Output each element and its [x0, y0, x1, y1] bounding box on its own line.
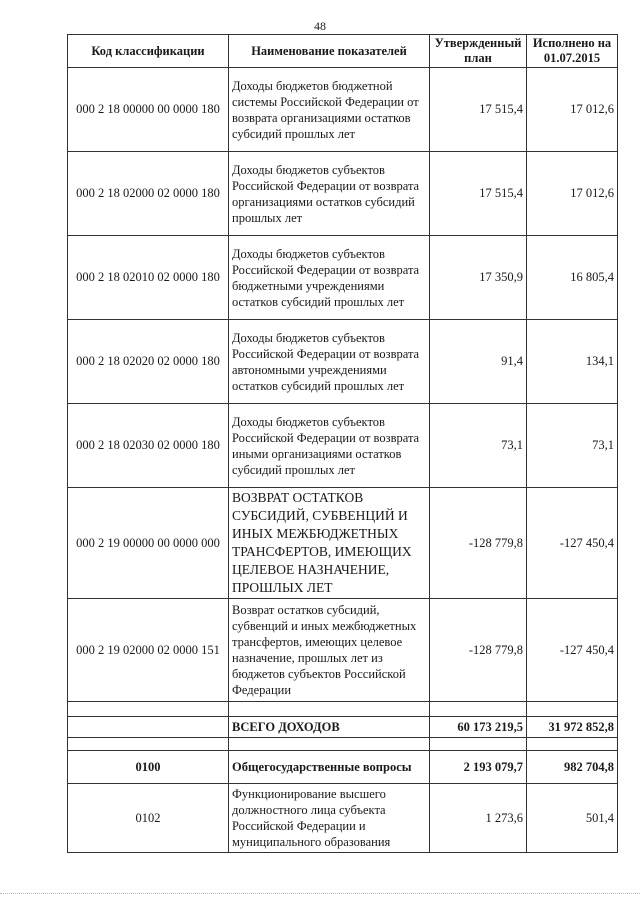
table-row — [68, 152, 618, 236]
empty-row — [68, 702, 618, 717]
page-number: 48 — [314, 19, 326, 33]
row-code: 000 2 18 02010 02 0000 180 — [68, 236, 229, 320]
row-code: 000 2 19 00000 00 0000 000 — [68, 488, 229, 599]
row-name: Доходы бюджетов субъектов Российской Федерации от возврата автономными учреждениями остатков субсидий прошлых лет — [229, 320, 430, 404]
row-done: -127 450,4 — [527, 599, 618, 702]
row-code: 000 2 18 02020 02 0000 180 — [68, 320, 229, 404]
section-plan: 2 193 079,7 — [430, 751, 527, 784]
section-name: Общегосударственные вопросы — [229, 751, 430, 784]
row-code: 0102 — [68, 784, 229, 853]
total-done: 31 972 852,8 — [527, 717, 618, 738]
row-code: 000 2 18 02000 02 0000 180 — [68, 152, 229, 236]
row-name: Доходы бюджетов субъектов Российской Федерации от возврата иными организациями остатков субсидий прошлых лет — [229, 404, 430, 488]
row-done: 17 012,6 — [527, 68, 618, 152]
row-plan: 17 350,9 — [430, 236, 527, 320]
row-plan: 73,1 — [430, 404, 527, 488]
row-name: ВОЗВРАТ ОСТАТКОВ СУБСИДИЙ, СУБВЕНЦИЙ И ИНЫХ МЕЖБЮДЖЕТНЫХ ТРАНСФЕРТОВ, ИМЕЮЩИХ ЦЕЛЕВОЕ НАЗНАЧЕНИЕ, ПРОШЛЫХ ЛЕТ — [229, 488, 430, 599]
row-code: 000 2 19 02000 02 0000 151 — [68, 599, 229, 702]
header-row — [68, 35, 618, 68]
row-code: 000 2 18 02030 02 0000 180 — [68, 404, 229, 488]
row-plan: 91,4 — [430, 320, 527, 404]
row-name: Возврат остатков субсидий, субвенций и иных межбюджетных трансфертов, имеющих целевое назначение, прошлых лет из бюджетов субъектов Российской Федерации — [229, 599, 430, 702]
header-done: Исполнено на 01.07.2015 — [527, 35, 618, 68]
row-plan: -128 779,8 — [430, 488, 527, 599]
row-plan: 1 273,6 — [430, 784, 527, 853]
row-plan: 17 515,4 — [430, 68, 527, 152]
empty-cell — [68, 738, 229, 751]
row-done: -127 450,4 — [527, 488, 618, 599]
table-row — [68, 599, 618, 702]
budget-table — [67, 34, 618, 853]
empty-cell — [68, 702, 229, 717]
section-done: 982 704,8 — [527, 751, 618, 784]
empty-cell — [229, 738, 430, 751]
empty-cell — [527, 702, 618, 717]
row-done: 73,1 — [527, 404, 618, 488]
section-row — [68, 751, 618, 784]
table-row — [68, 784, 618, 853]
empty-cell — [229, 702, 430, 717]
empty-cell — [430, 702, 527, 717]
total-label: ВСЕГО ДОХОДОВ — [229, 717, 430, 738]
header-plan: Утвержденный план — [430, 35, 527, 68]
header-name: Наименование показателей — [229, 35, 430, 68]
header-code: Код классификации — [68, 35, 229, 68]
row-done: 16 805,4 — [527, 236, 618, 320]
empty-cell — [430, 738, 527, 751]
row-plan: 17 515,4 — [430, 152, 527, 236]
table-row — [68, 404, 618, 488]
table-row — [68, 68, 618, 152]
total-plan: 60 173 219,5 — [430, 717, 527, 738]
section-code: 0100 — [68, 751, 229, 784]
row-name: Доходы бюджетов субъектов Российской Федерации от возврата бюджетными учреждениями остатков субсидий прошлых лет — [229, 236, 430, 320]
row-name: Доходы бюджетов бюджетной системы Российской Федерации от возврата организациями остатков субсидий прошлых лет — [229, 68, 430, 152]
row-plan: -128 779,8 — [430, 599, 527, 702]
row-done: 17 012,6 — [527, 152, 618, 236]
row-code: 000 2 18 00000 00 0000 180 — [68, 68, 229, 152]
bottom-scan-rule — [0, 893, 640, 894]
empty-cell — [527, 738, 618, 751]
empty-cell — [68, 717, 229, 738]
table-row — [68, 236, 618, 320]
row-done: 501,4 — [527, 784, 618, 853]
empty-row — [68, 738, 618, 751]
row-done: 134,1 — [527, 320, 618, 404]
row-name: Доходы бюджетов субъектов Российской Федерации от возврата организациями остатков субсидий прошлых лет — [229, 152, 430, 236]
row-name: Функционирование высшего должностного лица субъекта Российской Федерации и муниципального образования — [229, 784, 430, 853]
table-row — [68, 320, 618, 404]
total-row — [68, 717, 618, 738]
table-row — [68, 488, 618, 599]
